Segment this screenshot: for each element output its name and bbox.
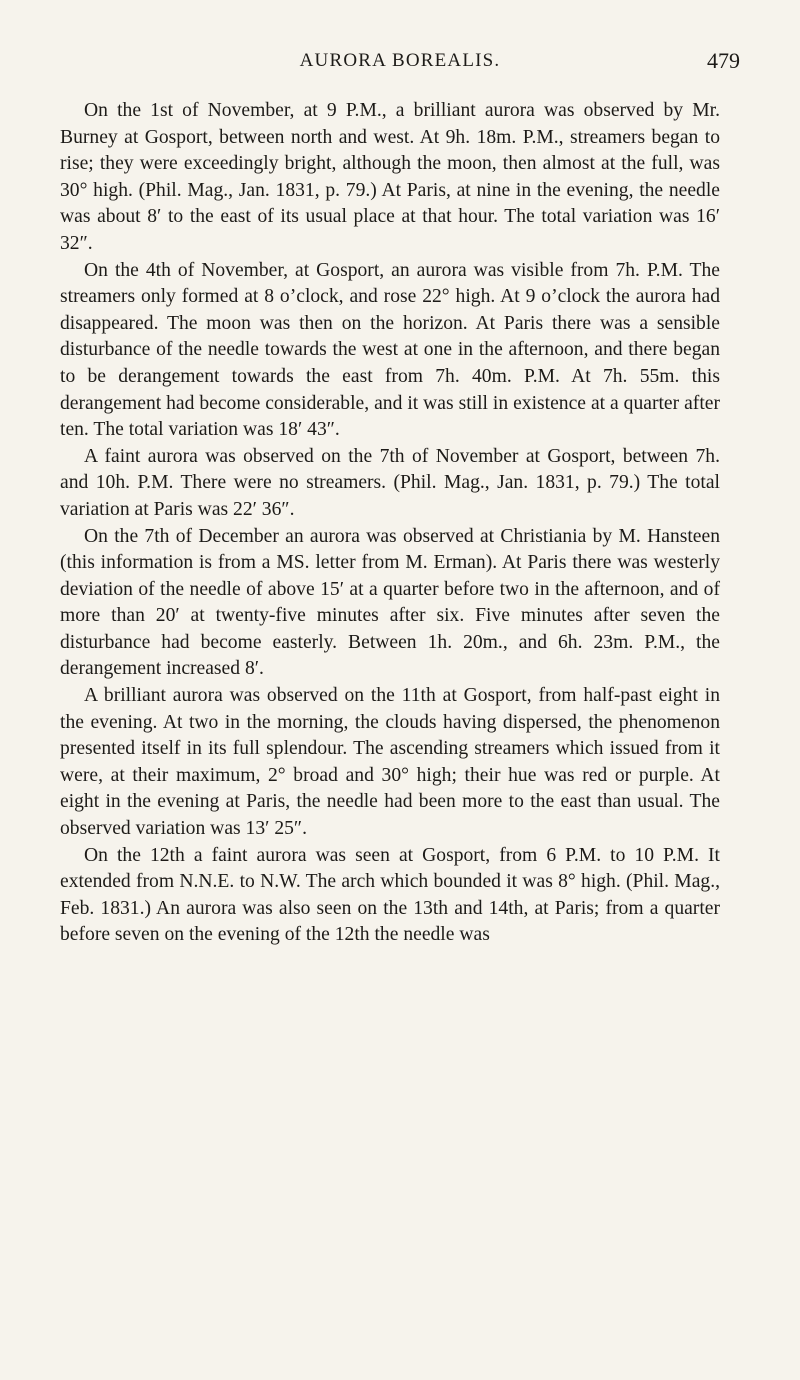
body-text <box>60 98 720 949</box>
paragraph: On the 4th of November, at Gosport, an aurora was visible from 7h. P.M. The streamers only formed at 8 o’clock, and rose 22° high. At 9 o’clock the aurora had disappeared. The moon was then on the horizon. At Paris there was a sensible disturbance of the needle towards the west at one in the afternoon, and there began to be derangement towards the east from 7h. 40m. P.M. At 7h. 55m. this derangement had become considerable, and it was still in existence at a quarter after ten. The total variation was 18′ 43″. <box>60 259 720 441</box>
paragraph: On the 12th a faint aurora was seen at Gosport, from 6 P.M. to 10 P.M. It extended from N.N.E. to N.W. The arch which bounded it was 8° high. (Phil. Mag., Feb. 1831.) An aurora was also seen on the 13th and 14th, at Paris; from a quarter before seven on the evening of the 12th the needle was <box>60 844 720 946</box>
page-number: 479 <box>707 48 740 73</box>
paragraph: On the 1st of November, at 9 P.M., a brilliant aurora was observed by Mr. Burney at Gosport, between north and west. At 9h. 18m. P.M., streamers began to rise; they were exceedingly bright, although the moon, then almost at the full, was 30° high. (Phil. Mag., Jan. 1831, p. 79.) At Paris, at nine in the evening, the needle was about 8′ to the east of its usual place at that hour. The total variation was 16′ 32″. <box>60 100 720 254</box>
paragraph: On the 7th of December an aurora was observed at Christiania by M. Hansteen (this information is from a MS. letter from M. Erman). At Paris there was westerly deviation of the needle of above 15′ at a quarter before two in the afternoon, and of more than 20′ at twenty-five minutes after six. Five minutes after seven the disturbance had become easterly. Between 1h. 20m., and 6h. 23m. P.M., the derangement increased 8′. <box>60 525 720 680</box>
paragraph: A faint aurora was observed on the 7th of November at Gosport, between 7h. and 10h. P.M. There were no streamers. (Phil. Mag., Jan. 1831, p. 79.) The total variation at Paris was 22′ 36″. <box>60 445 720 520</box>
running-head <box>60 36 740 76</box>
paragraph: A brilliant aurora was observed on the 11th at Gosport, from half-past eight in the evening. At two in the morning, the clouds having dispersed, the phenomenon presented itself in its full splendour. The ascending streamers which issued from it were, at their maximum, 2° broad and 30° high; their hue was red or purple. At eight in the evening at Paris, the needle had been more to the east than usual. The observed variation was 13′ 25″. <box>60 685 720 840</box>
running-title: AURORA BOREALIS. <box>299 50 501 71</box>
